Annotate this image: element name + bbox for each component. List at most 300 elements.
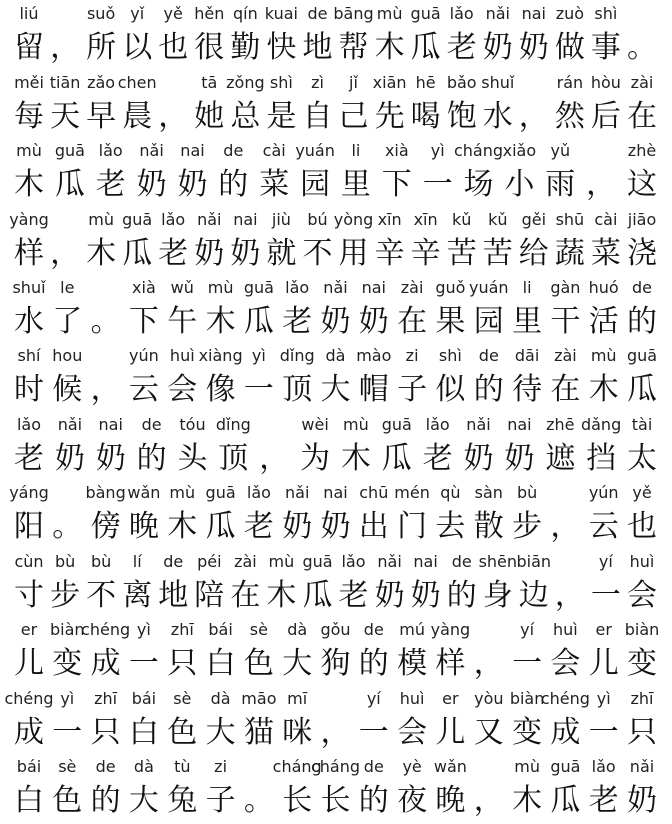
- hanzi-char: 变: [627, 646, 657, 681]
- hanzi-char: 会: [550, 646, 581, 681]
- hanzi-char: 晚: [435, 783, 466, 818]
- pinyin-syllable: yì: [430, 141, 445, 160]
- pinyin-syllable: dà: [287, 620, 308, 639]
- pinyin-syllable: jiù: [271, 210, 291, 229]
- pinyin-syllable: huì: [169, 346, 195, 365]
- pinyin-syllable: xiǎo: [502, 141, 537, 160]
- pinyin-row: [0, 685, 672, 711]
- hanzi-char: 白: [128, 715, 159, 750]
- pinyin-syllable: mào: [356, 346, 392, 365]
- hanzi-char: 活: [588, 304, 619, 339]
- hanzi-char: 这: [627, 167, 657, 202]
- hanzi-char: 顶: [218, 441, 249, 476]
- hanzi-char: 一: [590, 578, 621, 613]
- pinyin-syllable: gàn: [550, 278, 581, 297]
- hanzi-char: 每: [14, 99, 44, 134]
- hanzi-char: 大: [320, 372, 351, 407]
- hanzi-char: 步: [512, 509, 543, 544]
- pinyin-syllable: sè: [249, 620, 268, 639]
- hanzi-char: 奶: [177, 167, 208, 202]
- pinyin-syllable: nǎi: [284, 483, 310, 502]
- hanzi-char: 像: [205, 372, 236, 407]
- pinyin-syllable: yún: [588, 483, 619, 502]
- pinyin-syllable: lǎo: [161, 210, 186, 229]
- punctuation: ，: [158, 99, 189, 134]
- pinyin-syllable: lǎo: [285, 278, 310, 297]
- hanzi-char: 顶: [282, 372, 313, 407]
- pinyin-syllable: huì: [553, 620, 578, 639]
- hanzi-char: 老: [422, 441, 453, 476]
- pinyin-syllable: jiāo: [627, 210, 657, 229]
- pinyin-syllable: huì: [629, 552, 655, 571]
- hanzi-char: 果: [435, 304, 466, 339]
- text-line: [0, 616, 672, 684]
- hanzi-char: 奶: [627, 783, 657, 818]
- pinyin-syllable: mén: [394, 483, 430, 502]
- hanzi-char: 场: [463, 167, 494, 202]
- hanzi-row: [0, 576, 672, 616]
- punctuation: ，: [473, 646, 504, 681]
- pinyin-syllable: mù: [207, 278, 234, 297]
- hanzi-char: 狗: [320, 646, 351, 681]
- hanzi-char: 太: [627, 441, 657, 476]
- pinyin-syllable: cháng: [272, 757, 322, 776]
- pinyin-syllable: gěi: [521, 210, 547, 229]
- hanzi-char: 瓜: [302, 578, 333, 613]
- pinyin-syllable: zài: [400, 278, 424, 297]
- hanzi-row: [0, 28, 672, 68]
- hanzi-char: 一: [358, 715, 389, 750]
- pinyin-syllable: měi: [14, 73, 44, 92]
- pinyin-syllable: cháng: [453, 141, 504, 160]
- pinyin-syllable: xiàng: [198, 346, 243, 365]
- hanzi-char: 老: [95, 167, 126, 202]
- hanzi-char: 水: [482, 99, 513, 134]
- punctuation: ，: [554, 578, 585, 613]
- pinyin-syllable: shì: [438, 346, 462, 365]
- hanzi-char: 会: [627, 578, 657, 613]
- hanzi-char: 色: [52, 783, 83, 818]
- pinyin-syllable: rán: [556, 73, 584, 92]
- pinyin-syllable: hē: [415, 73, 436, 92]
- hanzi-char: 散: [473, 509, 504, 544]
- hanzi-char: 瓜: [54, 167, 85, 202]
- hanzi-char: 不: [302, 236, 333, 271]
- hanzi-char: 变: [52, 646, 83, 681]
- pinyin-syllable: yáng: [9, 483, 49, 502]
- pinyin-row: [0, 342, 672, 368]
- hanzi-char: 老: [446, 30, 477, 65]
- pinyin-syllable: mù: [169, 483, 196, 502]
- pinyin-syllable: nai: [521, 4, 546, 23]
- hanzi-char: 样: [435, 646, 466, 681]
- pinyin-syllable: lǎo: [246, 483, 271, 502]
- hanzi-char: 就: [266, 236, 297, 271]
- hanzi-char: 大: [205, 715, 236, 750]
- pinyin-syllable: yè: [402, 757, 422, 776]
- hanzi-char: 木: [205, 304, 236, 339]
- pinyin-syllable: lǎo: [425, 415, 450, 434]
- pinyin-syllable: chéng: [4, 689, 54, 708]
- pinyin-syllable: dà: [210, 689, 231, 708]
- hanzi-char: 老: [14, 441, 44, 476]
- pinyin-syllable: wǎn: [127, 483, 161, 502]
- hanzi-char: 会: [397, 715, 428, 750]
- hanzi-char: 奶: [136, 167, 167, 202]
- pinyin-syllable: guā: [381, 415, 412, 434]
- pinyin-syllable: biàn: [624, 620, 660, 639]
- pinyin-syllable: lǎo: [16, 415, 42, 434]
- pinyin-syllable: tài: [631, 415, 653, 434]
- pinyin-syllable: guā: [550, 757, 581, 776]
- pinyin-syllable: nǎi: [377, 552, 402, 571]
- punctuation: 。: [627, 30, 657, 65]
- hanzi-char: 老: [588, 783, 619, 818]
- pinyin-syllable: qín: [233, 4, 258, 23]
- pinyin-row: [0, 616, 672, 642]
- pinyin-syllable: zài: [630, 73, 654, 92]
- hanzi-row: [0, 781, 672, 821]
- hanzi-char: 奶: [482, 30, 513, 65]
- pinyin-syllable: yòng: [333, 210, 374, 229]
- pinyin-syllable: bāng: [333, 4, 374, 23]
- pinyin-syllable: dà: [325, 346, 346, 365]
- hanzi-row: [0, 644, 672, 684]
- hanzi-char: 菜: [259, 167, 290, 202]
- hanzi-char: 奶: [320, 509, 351, 544]
- pinyin-syllable: cùn: [14, 552, 44, 571]
- hanzi-char: 样: [14, 236, 44, 271]
- hanzi-char: 色: [243, 646, 274, 681]
- pinyin-syllable: chéng: [540, 689, 590, 708]
- hanzi-row: [0, 370, 672, 410]
- hanzi-char: 浇: [627, 236, 657, 271]
- hanzi-char: 头: [177, 441, 208, 476]
- text-line: [0, 274, 672, 342]
- hanzi-char: 云: [128, 372, 159, 407]
- hanzi-char: 以: [122, 30, 153, 65]
- hanzi-char: 的: [627, 304, 657, 339]
- hanzi-char: 儿: [14, 646, 44, 681]
- pinyin-syllable: zi: [214, 757, 228, 776]
- hanzi-char: 苦: [446, 236, 477, 271]
- hanzi-char: 遮: [545, 441, 576, 476]
- pinyin-syllable: jǐ: [349, 73, 358, 92]
- hanzi-char: 只: [90, 715, 121, 750]
- hanzi-char: 苦: [482, 236, 513, 271]
- hanzi-char: 给: [518, 236, 549, 271]
- hanzi-char: 大: [282, 646, 313, 681]
- pinyin-syllable: guā: [205, 483, 236, 502]
- hanzi-char: 瓜: [205, 509, 236, 544]
- hanzi-char: 子: [397, 372, 428, 407]
- pinyin-syllable: er: [595, 620, 612, 639]
- text-line: [0, 206, 672, 274]
- pinyin-syllable: de: [307, 4, 328, 23]
- pinyin-syllable: nǎi: [139, 141, 164, 160]
- hanzi-char: 也: [158, 30, 189, 65]
- hanzi-char: 木: [167, 509, 198, 544]
- pinyin-syllable: bù: [54, 552, 76, 571]
- hanzi-char: 的: [473, 372, 504, 407]
- hanzi-char: 长: [282, 783, 313, 818]
- hanzi-char: 一: [128, 646, 159, 681]
- pinyin-syllable: zǎo: [87, 73, 116, 92]
- pinyin-syllable: hòu: [590, 73, 621, 92]
- hanzi-char: 瓜: [410, 30, 441, 65]
- pinyin-syllable: chū: [359, 483, 389, 502]
- punctuation: ，: [50, 236, 81, 271]
- pinyin-syllable: nǎi: [629, 757, 655, 776]
- hanzi-char: 干: [550, 304, 581, 339]
- hanzi-char: 木: [512, 783, 543, 818]
- pinyin-syllable: er: [20, 620, 38, 639]
- pinyin-syllable: li: [522, 278, 532, 297]
- hanzi-char: 里: [340, 167, 371, 202]
- hanzi-char: 瓜: [550, 783, 581, 818]
- pinyin-syllable: bù: [90, 552, 112, 571]
- pinyin-syllable: xīn: [413, 210, 438, 229]
- pinyin-syllable: bàng: [85, 483, 126, 502]
- pinyin-syllable: de: [223, 141, 244, 160]
- pinyin-syllable: zhī: [630, 689, 654, 708]
- pinyin-syllable: tiān: [49, 73, 81, 92]
- hanzi-char: 奶: [463, 441, 494, 476]
- hanzi-char: 阳: [14, 509, 44, 544]
- pinyin-syllable: zài: [234, 552, 257, 571]
- hanzi-char: 己: [338, 99, 369, 134]
- pinyin-syllable: yě: [632, 483, 652, 502]
- pinyin-row: [0, 137, 672, 163]
- hanzi-char: 事: [590, 30, 621, 65]
- hanzi-char: 模: [397, 646, 428, 681]
- pinyin-syllable: de: [363, 620, 384, 639]
- hanzi-char: 白: [205, 646, 236, 681]
- hanzi-char: 奶: [54, 441, 85, 476]
- hanzi-char: 饱: [446, 99, 477, 134]
- hanzi-row: [0, 165, 672, 205]
- pinyin-row: [0, 479, 672, 505]
- hanzi-char: 儿: [435, 715, 466, 750]
- hanzi-char: 菜: [590, 236, 621, 271]
- hanzi-char: 的: [358, 783, 389, 818]
- pinyin-syllable: nǎi: [57, 415, 83, 434]
- hanzi-char: 水: [14, 304, 44, 339]
- hanzi-char: 了: [52, 304, 83, 339]
- hanzi-char: 不: [86, 578, 117, 613]
- hanzi-row: [0, 97, 672, 137]
- pinyin-syllable: guā: [410, 4, 441, 23]
- hanzi-char: 在: [397, 304, 428, 339]
- pinyin-syllable: tóu: [179, 415, 206, 434]
- pinyin-syllable: de: [478, 346, 499, 365]
- hanzi-char: 边: [518, 578, 549, 613]
- hanzi-char: 晚: [128, 509, 159, 544]
- hanzi-char: 里: [512, 304, 543, 339]
- hanzi-char: 老: [338, 578, 369, 613]
- hanzi-char: 长: [320, 783, 351, 818]
- pinyin-syllable: hěn: [194, 4, 225, 23]
- hanzi-char: 勤: [230, 30, 261, 65]
- hanzi-char: 木: [266, 578, 297, 613]
- pinyin-syllable: mù: [268, 552, 295, 571]
- hanzi-char: 老: [243, 509, 274, 544]
- hanzi-char: 傍: [90, 509, 121, 544]
- pinyin-syllable: de: [363, 757, 384, 776]
- pinyin-syllable: dǐng: [279, 346, 315, 365]
- pinyin-syllable: dǐng: [215, 415, 251, 434]
- pinyin-syllable: er: [442, 689, 459, 708]
- hanzi-char: 然: [554, 99, 585, 134]
- punctuation: ，: [90, 372, 121, 407]
- punctuation: ，: [586, 167, 617, 202]
- pinyin-syllable: shí: [17, 346, 41, 365]
- hanzi-char: 奶: [358, 304, 389, 339]
- pinyin-syllable: de: [141, 415, 162, 434]
- hanzi-char: 奶: [374, 578, 405, 613]
- hanzi-char: 用: [338, 236, 369, 271]
- pinyin-row: [0, 206, 672, 232]
- hanzi-char: 下: [381, 167, 412, 202]
- pinyin-syllable: yǐ: [130, 4, 145, 23]
- pinyin-syllable: mú: [399, 620, 425, 639]
- punctuation: ，: [473, 783, 504, 818]
- pinyin-syllable: zì: [311, 73, 324, 92]
- hanzi-char: 老: [282, 304, 313, 339]
- hanzi-char: 时: [14, 372, 44, 407]
- pinyin-syllable: de: [451, 552, 472, 571]
- hanzi-char: 一: [52, 715, 83, 750]
- hanzi-char: 小: [504, 167, 535, 202]
- pinyin-syllable: nai: [361, 278, 386, 297]
- text-line: [0, 342, 672, 410]
- pinyin-syllable: bái: [131, 689, 157, 708]
- pinyin-syllable: nai: [180, 141, 205, 160]
- pinyin-syllable: bái: [208, 620, 233, 639]
- pinyin-syllable: shì: [594, 4, 618, 23]
- pinyin-syllable: yàng: [430, 620, 471, 639]
- hanzi-char: 园: [473, 304, 504, 339]
- hanzi-char: 奶: [194, 236, 225, 271]
- pinyin-syllable: bǎo: [446, 73, 477, 92]
- pinyin-syllable: mù: [514, 757, 540, 776]
- pinyin-syllable: lǎo: [449, 4, 474, 23]
- hanzi-char: 似: [435, 372, 466, 407]
- hanzi-row: [0, 713, 672, 753]
- pinyin-syllable: le: [60, 278, 75, 297]
- hanzi-char: 的: [218, 167, 249, 202]
- pinyin-syllable: mù: [343, 415, 369, 434]
- hanzi-char: 出: [358, 509, 389, 544]
- hanzi-char: 早: [86, 99, 117, 134]
- hanzi-row: [0, 234, 672, 274]
- pinyin-syllable: chéng: [81, 620, 131, 639]
- pinyin-syllable: xià: [384, 141, 409, 160]
- hanzi-char: 成: [550, 715, 581, 750]
- hanzi-char: 在: [230, 578, 261, 613]
- pinyin-syllable: nǎi: [197, 210, 222, 229]
- pinyin-syllable: kǔ: [451, 210, 472, 229]
- pinyin-syllable: chen: [117, 73, 157, 92]
- pinyin-syllable: mù: [88, 210, 114, 229]
- pinyin-syllable: sàn: [474, 483, 503, 502]
- pinyin-syllable: guǒ: [435, 278, 466, 297]
- hanzi-char: 陪: [194, 578, 225, 613]
- pinyin-syllable: de: [95, 757, 116, 776]
- pinyin-syllable: yòu: [474, 689, 504, 708]
- pinyin-row: [0, 0, 672, 26]
- pinyin-syllable: nǎi: [485, 4, 510, 23]
- pinyin-syllable: yì: [251, 346, 266, 365]
- hanzi-char: 下: [128, 304, 159, 339]
- text-line: [0, 753, 672, 821]
- pinyin-syllable: lǎo: [591, 757, 616, 776]
- pinyin-syllable: dà: [133, 757, 154, 776]
- pinyin-syllable: nai: [323, 483, 348, 502]
- hanzi-char: 猫: [243, 715, 274, 750]
- hanzi-char: 兔: [167, 783, 198, 818]
- hanzi-char: 一: [512, 646, 543, 681]
- hanzi-row: [0, 302, 672, 342]
- hanzi-char: 云: [588, 509, 619, 544]
- pinyin-syllable: cài: [594, 210, 618, 229]
- pinyin-syllable: zuò: [555, 4, 585, 23]
- hanzi-char: 子: [205, 783, 236, 818]
- hanzi-row: [0, 507, 672, 547]
- hanzi-char: 瓜: [627, 372, 657, 407]
- hanzi-char: 她: [194, 99, 225, 134]
- hanzi-char: 只: [167, 646, 198, 681]
- hanzi-char: 一: [243, 372, 274, 407]
- pinyin-syllable: huó: [588, 278, 619, 297]
- hanzi-char: 先: [374, 99, 405, 134]
- text-line: [0, 411, 672, 479]
- hanzi-char: 大: [128, 783, 159, 818]
- pinyin-row: [0, 274, 672, 300]
- text-line: [0, 548, 672, 616]
- text-line: [0, 685, 672, 753]
- hanzi-char: 木: [14, 167, 44, 202]
- hanzi-char: 挡: [586, 441, 617, 476]
- pinyin-syllable: guā: [243, 278, 274, 297]
- hanzi-char: 所: [86, 30, 117, 65]
- pinyin-syllable: guā: [122, 210, 153, 229]
- punctuation: ，: [259, 441, 290, 476]
- hanzi-char: 奶: [320, 304, 351, 339]
- hanzi-char: 奶: [410, 578, 441, 613]
- hanzi-char: 午: [167, 304, 198, 339]
- hanzi-char: 辛: [410, 236, 441, 271]
- pinyin-syllable: dǎng: [580, 415, 622, 434]
- pinyin-syllable: yì: [60, 689, 75, 708]
- pinyin-syllable: shì: [269, 73, 293, 92]
- hanzi-char: 喝: [410, 99, 441, 134]
- pinyin-syllable: sè: [58, 757, 77, 776]
- hanzi-char: 后: [590, 99, 621, 134]
- pinyin-row: [0, 548, 672, 574]
- pinyin-syllable: guā: [302, 552, 333, 571]
- hanzi-char: 成: [14, 715, 44, 750]
- pinyin-syllable: guā: [626, 346, 658, 365]
- pinyin-syllable: yuán: [295, 141, 335, 160]
- hanzi-char: 很: [194, 30, 225, 65]
- pinyin-syllable: de: [163, 552, 184, 571]
- pinyin-syllable: de: [632, 278, 652, 297]
- hanzi-char: 蔬: [554, 236, 585, 271]
- punctuation: ，: [518, 99, 549, 134]
- pinyin-syllable: mī: [287, 689, 308, 708]
- pinyin-syllable: liú: [19, 4, 39, 23]
